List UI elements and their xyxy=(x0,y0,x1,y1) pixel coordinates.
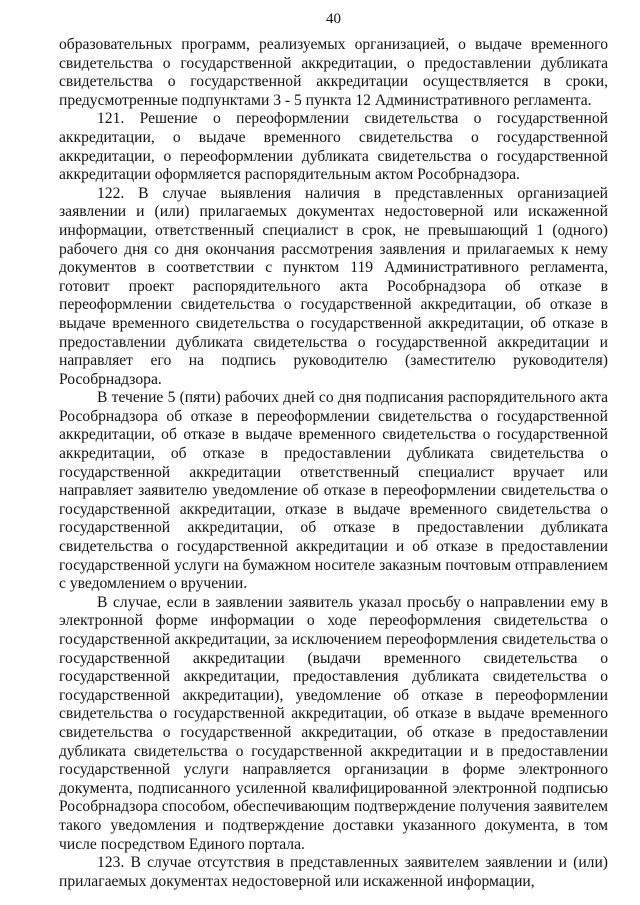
paragraph-notice-period: В течение 5 (пяти) рабочих дней со дня подписания распорядительного акта Рособрнадзора об отказе в переоформлении свидетельства о государственной аккредитации, об отказе в выдаче временного свидетельства о государственной аккредитации, об отказе в предоставлении дубликата свидетельства о государственной аккредитации ответственный специалист вручает или направляет заявителю уведомление об отказе в переоформлении свидетельства о государственной аккредитации, отказе в выдаче временного свидетельства о государственной аккредитации, об отказе в предоставлении дубликата свидетельства о государственной аккредитации и об отказе в предоставлении государственной услуги на бумажном носителе заказным почтовым отправлением с уведомлением о вручении. xyxy=(59,389,608,593)
page-number: 40 xyxy=(326,11,341,27)
paragraph-123: 123. В случае отсутствия в представленных заявителем заявлении и (или) прилагаемых документах недостоверной или искаженной информации, xyxy=(59,854,608,890)
paragraph-electronic-notice: В случае, если в заявлении заявитель указал просьбу о направлении ему в электронной форме информации о ходе переоформления свидетельства о государственной аккредитации, за исключением переоформления свидетельства о государственной аккредитации (выдачи временного свидетельства о государственной аккредитации, предоставления дубликата свидетельства о государственной аккредитации), уведомление об отказе в переоформлении свидетельства о государственной аккредитации, об отказе в выдаче временного свидетельства о государственной аккредитации, об отказе в предоставлении дубликата свидетельства о государственной аккредитации и в предоставлении государственной услуги направляется организации в форме электронного документа, подписанного усиленной квалифицированной электронной подписью Рособрнадзора способом, обеспечивающим подтверждение получения заявителем такого уведомления и подтверждение доставки указанного документа, в том числе посредством Единого портала. xyxy=(59,593,608,853)
paragraph-122: 122. В случае выявления наличия в представленных организацией заявлении и (или) прилагаемых документах недостоверной или искаженной информации, ответственный специалист в срок, не превышающий 1 (одного) рабочего дня со дня окончания рассмотрения заявления и прилагаемых к нему документов в соответствии с пунктом 119 Административного регламента, готовит проект распорядительного акта Рособрнадзора об отказе в переоформлении свидетельства о государственной аккредитации, об отказе в выдаче временного свидетельства о государственной аккредитации, об отказе в предоставлении дубликата свидетельства о государственной аккредитации и направляет его на подпись руководителю (заместителю руководителя) Рособрнадзора. xyxy=(59,184,608,388)
paragraph-121: 121. Решение о переоформлении свидетельства о государственной аккредитации, о выдаче временного свидетельства о государственной аккредитации, о переоформлении дубликата свидетельства о государственной аккредитации оформляется распорядительным актом Рособрнадзора. xyxy=(59,110,608,184)
paragraph-continuation: образовательных программ, реализуемых организацией, о выдаче временного свидетельства о государственной аккредитации, о предоставлении дубликата свидетельства о государственной аккредитации осуществляется в сроки, предусмотренные подпунктами 3 - 5 пункта 12 Административного регламента. xyxy=(59,36,608,109)
